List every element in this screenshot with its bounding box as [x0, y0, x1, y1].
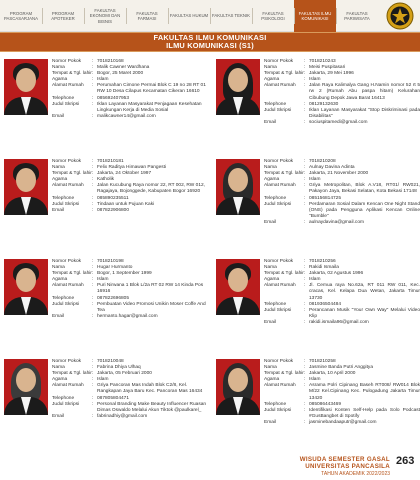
student-info: [264, 59, 420, 126]
student-info: [52, 359, 208, 420]
student-info: [264, 159, 420, 226]
field-value-telp: 085156814725: [309, 195, 342, 201]
field-value-alamat: Perumahan Cimone Permai Blok C 19 no 28 RT 01 RW 10 Desa Cilapus Kecamatan Cikeran 16610: [97, 83, 206, 95]
field-value-judul: Iklan Layanan Masyarakat "Stop Diskriminasi pada Disabilitas": [309, 107, 420, 119]
field-value-telp: 085890235511: [97, 195, 129, 201]
field-separator: :: [304, 365, 306, 371]
field-label: Alamat Rumah: [52, 283, 84, 289]
field-value-agama: Katholik: [97, 177, 115, 183]
field-label: Tempat & Tgl. lahir: [264, 171, 304, 177]
field-separator: :: [92, 313, 94, 319]
field-row-judul: [264, 108, 420, 120]
field-separator: :: [304, 401, 306, 407]
field-label: Alamat Rumah: [264, 383, 296, 389]
field-value-agama: Islam: [97, 377, 109, 383]
field-label: Tempat & Tgl. lahir: [52, 171, 92, 177]
field-value-telp: 085692407953: [97, 95, 130, 101]
field-value-nomor: 7018210198: [97, 259, 124, 264]
field-separator: :: [304, 219, 306, 225]
field-separator: :: [92, 159, 94, 164]
field-value-judul: Perdamaran Sosial Dalam Kencan One Night Stand (ONS) pada Pengguna Aplikasi Kencan Online "Bumble": [309, 201, 420, 219]
field-value-judul: Personal Branding Make Beauty Influencer Ruasan Dimas Oswaldo Melalui Akun Tiktok @paulkarel_: [97, 401, 207, 413]
field-value-nomor: 7018210048: [97, 359, 124, 364]
field-value-telp: 085086443469: [309, 401, 342, 407]
field-label: Telephone: [52, 95, 75, 101]
nav-tab[interactable]: PROGRAM PASCASARJANA: [3, 10, 39, 21]
field-label: Agama: [264, 377, 280, 383]
field-label: Judul Skripsi: [264, 307, 292, 313]
field-value-email: aulnaydavina@gmail.com: [309, 219, 364, 225]
field-separator: :: [304, 83, 306, 89]
field-label: Judul Skripsi: [264, 407, 292, 413]
field-label: Agama: [264, 277, 280, 283]
field-separator: :: [92, 283, 94, 289]
field-value-nama: Meisi Puspitasari: [309, 65, 346, 71]
field-row-email: [264, 320, 420, 326]
field-value-telp: 087822696805: [97, 295, 130, 301]
field-label: Agama: [52, 77, 68, 83]
student-info: [52, 59, 208, 120]
field-separator: :: [304, 101, 306, 107]
field-value-judul: Pembuatan Video Promosi Unikin Moser Coffe And Tea: [97, 301, 206, 313]
field-label: Email: [52, 313, 64, 319]
field-separator: :: [92, 265, 94, 271]
field-row-judul: [264, 408, 420, 420]
field-label: Nomor Pokok: [264, 159, 294, 164]
nav-tab[interactable]: FAKULTAS EKONOMI DAN BISNIS: [84, 0, 126, 32]
field-row-email: [264, 120, 420, 126]
field-value-alamat: Jalan Raya Kalimalya Gang H.Namin nomor 52 rt 5 rw 2 (Rumah Abu paspa hitam) Kelurahan Cibubung Depok Jawa Barat 16413: [309, 83, 420, 101]
student-photo: [216, 359, 260, 415]
field-separator: :: [304, 271, 306, 277]
field-label: Alamat Rumah: [264, 183, 296, 189]
field-label: Telephone: [264, 401, 287, 407]
field-label: Nama: [264, 165, 277, 171]
field-label: Telephone: [264, 195, 287, 201]
program-title: ILMU KOMUNIKASI (S1): [166, 41, 254, 51]
field-label: Tempat & Tgl. lahir: [264, 271, 304, 277]
footer: [260, 456, 390, 477]
field-separator: :: [304, 371, 306, 377]
field-value-alamat: Puri Nirwana 1 Blok L/2a RT 02 RW 14 Kinda Pos 16916: [97, 283, 204, 295]
field-value-ttl: Bogor, 1 September 1999: [97, 271, 152, 277]
field-separator: :: [92, 113, 94, 119]
field-row-judul: [264, 202, 420, 220]
nav-tab[interactable]: FAKULTAS PARIWISATA: [336, 0, 378, 32]
field-label: Telephone: [52, 195, 75, 201]
field-label: Judul Skripsi: [264, 107, 292, 113]
field-separator: :: [304, 383, 306, 389]
field-separator: :: [304, 319, 306, 325]
field-separator: :: [304, 307, 306, 313]
field-separator: :: [304, 419, 306, 425]
field-separator: :: [92, 65, 94, 71]
student-info: [264, 259, 420, 326]
field-value-telp: 081936504484: [309, 301, 342, 307]
field-value-ttl: Jakarta, 02 Agustus 1996: [309, 271, 364, 277]
student-photo: [216, 259, 260, 315]
nav-tab[interactable]: FAKULTAS ILMU KOMUNIKASI: [294, 0, 336, 32]
field-row-email: [52, 114, 208, 120]
field-separator: :: [92, 59, 94, 64]
field-value-judul: Iklan Layanan Masyarakat Penjagaan Kesehatan Lingkungan Kerja di Media Sosial: [97, 101, 202, 113]
field-value-email: jasminebandaaputr@gmail.com: [309, 419, 377, 425]
student-photo: [216, 59, 260, 115]
field-value-nama: Malik Cawner Wardhana: [97, 65, 150, 71]
field-value-email: malikcawner14@gmail.com: [97, 113, 156, 119]
field-row-email: [264, 420, 420, 426]
footer-academic-year: TAHUN AKADEMIK 2022/2023: [321, 471, 390, 477]
field-value-email: fabrinadhiy@gmail.com: [97, 413, 148, 419]
field-row-alamat: [264, 183, 420, 195]
field-separator: :: [304, 377, 306, 383]
field-separator: :: [92, 101, 94, 107]
field-label: Nomor Pokok: [264, 59, 294, 64]
field-value-agama: Islam: [309, 377, 321, 383]
field-value-nama: Fabrina Dhiya Ulhaq: [97, 365, 141, 371]
field-label: Nomor Pokok: [264, 359, 294, 364]
field-separator: :: [92, 183, 94, 189]
field-value-telp: 08129132630: [309, 101, 339, 107]
field-row-alamat: [52, 183, 208, 195]
field-separator: :: [304, 107, 306, 113]
field-label: Judul Skripsi: [264, 201, 292, 207]
top-navigation: [0, 0, 420, 32]
student-photo: [4, 359, 48, 415]
student-photo: [4, 59, 48, 115]
field-value-ttl: Jakarta, 10 April 2000: [309, 371, 356, 377]
field-row-email: [52, 414, 208, 420]
field-separator: :: [92, 395, 94, 401]
field-label: Email: [52, 207, 64, 213]
field-label: Email: [264, 319, 276, 325]
university-logo: [386, 2, 414, 30]
field-value-nomor: 7018210168: [97, 59, 124, 64]
field-label: Tempat & Tgl. lahir: [264, 371, 304, 377]
field-separator: :: [92, 413, 94, 419]
nav-tab[interactable]: PROGRAM APOTEKER: [42, 0, 84, 32]
field-value-telp: 087805804471: [97, 395, 130, 401]
field-separator: :: [92, 277, 94, 283]
field-separator: :: [304, 283, 306, 289]
field-label: Judul Skripsi: [52, 401, 80, 407]
field-value-agama: Islam: [97, 277, 109, 283]
field-value-nomor: 7018210208: [309, 159, 336, 164]
field-separator: :: [304, 359, 306, 364]
field-separator: :: [92, 77, 94, 83]
field-label: Alamat Rumah: [52, 83, 84, 89]
field-separator: :: [304, 77, 306, 83]
field-label: Email: [52, 413, 64, 419]
field-value-alamat: Griya Metropolitan, Blok A.V18, RT01/ RW021, Pakayon Jaya, Bekasi Selatan, Kota Bekasi 17148: [309, 183, 420, 195]
student-info: [52, 159, 208, 214]
field-separator: :: [304, 177, 306, 183]
field-label: Judul Skripsi: [52, 201, 80, 207]
field-label: Nama: [52, 65, 65, 71]
field-value-nomor: 7018210256: [309, 259, 336, 264]
field-separator: :: [304, 183, 306, 189]
field-label: Agama: [52, 277, 68, 283]
field-value-nama: Felix Raditya Himawan Pangesti: [97, 165, 167, 171]
field-value-nomor: 7018210243: [309, 59, 336, 64]
field-label: Agama: [264, 77, 280, 83]
field-separator: :: [304, 71, 306, 77]
field-row-email: [52, 314, 208, 320]
page-number: 263: [396, 455, 415, 467]
student-info: [52, 259, 208, 320]
field-value-nama: Jasmine Banda Putri Anggitya: [309, 365, 373, 371]
field-label: Nama: [52, 165, 65, 171]
field-label: Tempat & Tgl. lahir: [264, 71, 304, 77]
field-label: Alamat Rumah: [264, 283, 296, 289]
field-label: Alamat Rumah: [52, 183, 84, 189]
field-row-alamat: [52, 83, 208, 95]
field-value-email: 087822906800: [97, 207, 130, 213]
field-value-agama: Islam: [309, 177, 321, 183]
field-label: Telephone: [52, 295, 75, 301]
student-photo: [4, 159, 48, 215]
field-label: Tempat & Tgl. lahir: [52, 271, 92, 277]
field-label: Email: [264, 119, 276, 125]
field-value-alamat: Jalan Kucubung Raya nomor 22, RT 002, RW 012, Ragajaya, Bojonggede, Kabupaten Bogor 16920: [97, 183, 205, 195]
field-separator: :: [304, 59, 306, 64]
field-label: Email: [264, 219, 276, 225]
field-separator: :: [304, 265, 306, 271]
field-value-ttl: Jakarta, 05 Februari 2000: [97, 371, 152, 377]
field-row-alamat: [264, 83, 420, 101]
field-separator: :: [92, 383, 94, 389]
nav-tab[interactable]: FAKULTAS HUKUM: [168, 0, 210, 32]
field-label: Nomor Pokok: [52, 59, 82, 64]
field-value-ttl: Jakarta, 24 Oktober 1997: [97, 171, 152, 177]
field-row-judul: [52, 102, 208, 114]
field-separator: :: [92, 365, 94, 371]
field-row-judul: [264, 308, 420, 320]
student-info: [264, 359, 420, 426]
field-separator: :: [92, 259, 94, 264]
field-separator: :: [304, 171, 306, 177]
field-separator: :: [92, 359, 94, 364]
field-label: Agama: [264, 177, 280, 183]
field-separator: :: [92, 377, 94, 383]
field-separator: :: [92, 207, 94, 213]
field-separator: :: [304, 277, 306, 283]
field-value-email: rakidi.ismaila96@gmail.com: [309, 319, 369, 325]
nav-tab[interactable]: FAKULTAS PSIKOLOGI: [252, 0, 294, 32]
field-row-alamat: [52, 383, 208, 395]
field-label: Telephone: [264, 301, 287, 307]
field-label: Nama: [52, 265, 65, 271]
field-row-judul: [52, 302, 208, 314]
field-label: Judul Skripsi: [52, 101, 80, 107]
field-label: Nama: [264, 365, 277, 371]
field-label: Email: [264, 419, 276, 425]
field-value-nama: Aulnay Davina Adinta: [309, 165, 355, 171]
field-value-nomor: 7018210258: [309, 359, 336, 364]
field-label: Email: [52, 113, 64, 119]
field-value-ttl: Jakarta, 29 Mei 1996: [309, 71, 354, 77]
field-row-alamat: [52, 283, 208, 295]
field-value-agama: Islam: [97, 77, 109, 83]
field-separator: :: [304, 65, 306, 71]
field-separator: :: [92, 271, 94, 277]
student-photo: [216, 159, 260, 215]
field-label: Telephone: [264, 101, 287, 107]
field-label: Nomor Pokok: [52, 159, 82, 164]
field-label: Nama: [264, 265, 277, 271]
student-photo: [4, 259, 48, 315]
field-value-agama: Islam: [309, 77, 321, 83]
field-label: Nomor Pokok: [264, 259, 294, 264]
field-separator: :: [92, 71, 94, 77]
field-separator: :: [92, 195, 94, 201]
field-label: Alamat Rumah: [52, 383, 84, 389]
field-row-email: [264, 220, 420, 226]
field-separator: :: [304, 407, 306, 413]
field-label: Tempat & Tgl. lahir: [52, 371, 92, 377]
field-value-judul: Tindaan untuk Pujuan Kaki: [97, 201, 155, 207]
field-separator: :: [304, 165, 306, 171]
field-separator: :: [92, 171, 94, 177]
field-value-nomor: 7018210181: [97, 159, 124, 164]
field-value-nama: Rakidi Ismaila: [309, 265, 339, 271]
field-value-email: sociuspitamedi@gmail.com: [309, 119, 368, 125]
field-separator: :: [92, 295, 94, 301]
field-value-ttl: Bogor, 25 Maret 2000: [97, 71, 144, 77]
field-label: Alamat Rumah: [264, 83, 296, 89]
field-label: Nomor Pokok: [52, 259, 82, 264]
field-value-alamat: Asrama Polri Cipinang Baseh RT008/ RW014 Blok M/22 Kel.Cipinang Kec. Pulogadung Jakarta Timur 13420: [309, 383, 420, 401]
field-label: Nomor Pokok: [52, 359, 82, 364]
field-label: Judul Skripsi: [52, 301, 80, 307]
field-separator: :: [304, 201, 306, 207]
field-value-email: hermanto.hagar@gmail.com: [97, 313, 158, 319]
field-separator: :: [92, 371, 94, 377]
field-label: Nama: [264, 65, 277, 71]
field-separator: :: [304, 119, 306, 125]
field-value-ttl: Jakarta, 21 November 2000: [309, 171, 369, 177]
field-label: Nama: [52, 365, 65, 371]
field-label: Telephone: [52, 395, 75, 401]
field-separator: :: [92, 95, 94, 101]
nav-tab[interactable]: FAKULTAS TEKNIK: [210, 0, 252, 32]
field-label: Agama: [52, 377, 68, 383]
field-value-alamat: Griya Pancoran Mas Indah Blok C2/8, Kel. Rangkapan Jaya Baru Kec. Pancoran Mas 16434: [97, 383, 203, 395]
field-row-alamat: [264, 383, 420, 401]
field-value-nama: Hugar Hurmanto: [97, 265, 133, 271]
nav-tab[interactable]: FAKULTAS FARMASI: [126, 0, 168, 32]
field-value-agama: Islam: [309, 277, 321, 283]
field-separator: :: [92, 165, 94, 171]
field-value-judul: Identifikasi Konten Self-Help pada Solo Podcast #GusBangbet di Spotify: [309, 407, 420, 419]
field-value-alamat: Jl. Cemua raya No.62a, RT 011 RW 011, Kec. cracas, Kel. Kelapa Dua Wetan, Jakarta Timur 13730: [309, 283, 420, 301]
field-separator: :: [92, 83, 94, 89]
field-separator: :: [304, 301, 306, 307]
field-separator: :: [92, 201, 94, 207]
field-separator: :: [304, 259, 306, 264]
faculty-banner: [0, 32, 420, 52]
footer-title: WISUDA SEMESTER GASAL UNIVERSITAS PANCASILA: [299, 456, 390, 470]
field-label: Tempat & Tgl. lahir: [52, 71, 92, 77]
field-row-alamat: [264, 283, 420, 301]
field-row-email: [52, 208, 208, 214]
faculty-title: FAKULTAS ILMU KOMUNIKASI: [153, 33, 267, 42]
field-separator: :: [92, 177, 94, 183]
field-label: Agama: [52, 177, 68, 183]
field-separator: :: [92, 401, 94, 407]
field-separator: :: [304, 159, 306, 164]
field-value-judul: Perancanan Musik "Your Own Way" Melalui Video Klip: [309, 307, 420, 319]
field-separator: :: [304, 195, 306, 201]
field-row-judul: [52, 402, 208, 414]
field-separator: :: [92, 301, 94, 307]
